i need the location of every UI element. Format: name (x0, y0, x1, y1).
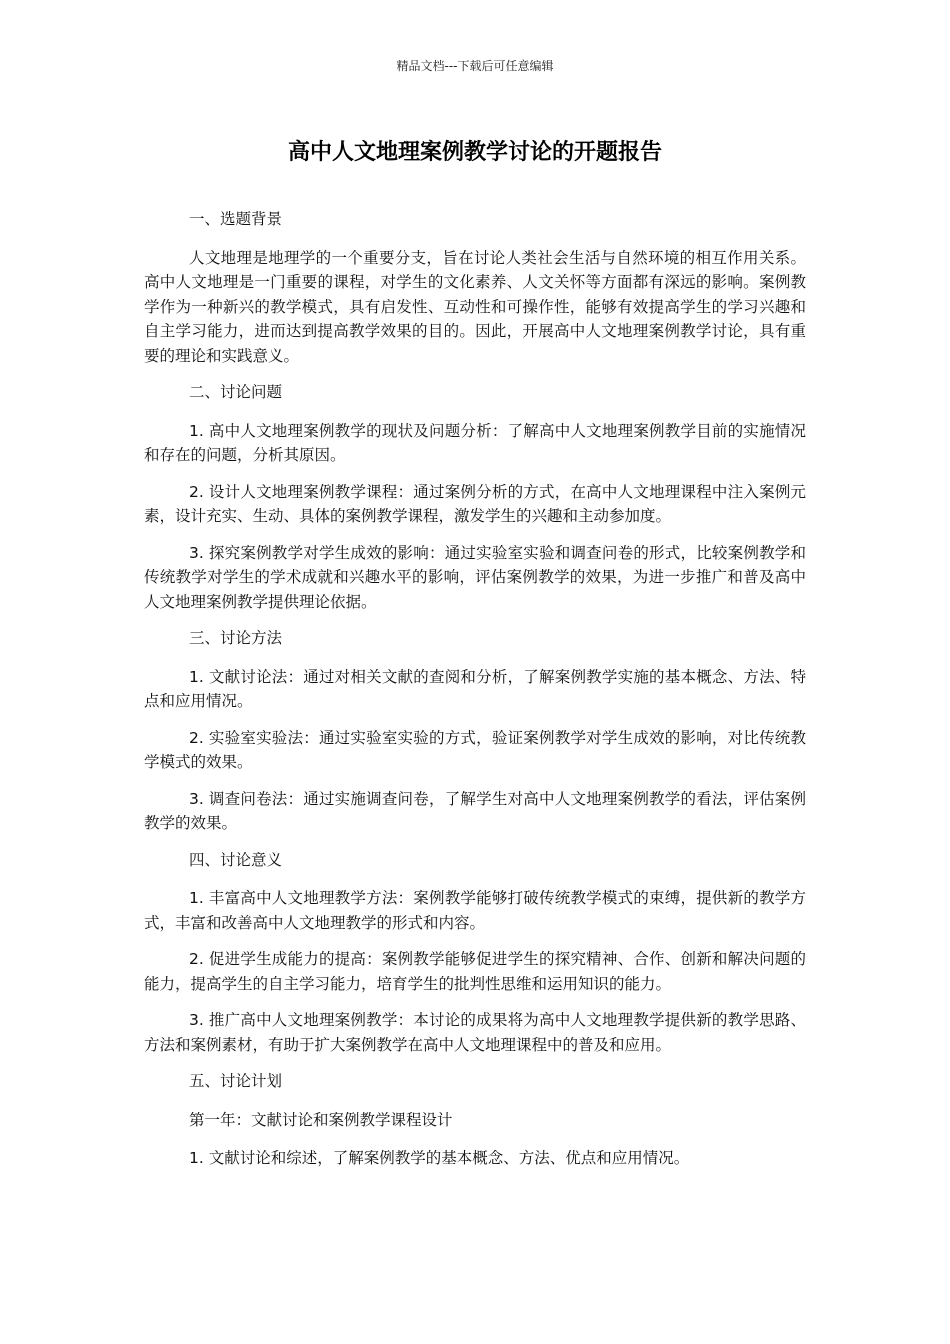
document-body (144, 207, 806, 1185)
paragraph-question-1: 1. 高中人文地理案例教学的现状及问题分析：了解高中人文地理案例教学目前的实施情况和存在的问题，分析其原因。 (144, 421, 806, 464)
section-heading-plan: 五、讨论计划 (189, 1072, 283, 1090)
section-heading-methods: 三、讨论方法 (189, 629, 283, 647)
paragraph-method-3: 3. 调查问卷法：通过实施调查问卷，了解学生对高中人文地理案例教学的看法，评估案例教学的效果。 (144, 789, 806, 832)
paragraph-significance-2: 2. 促进学生成能力的提高：案例教学能够促进学生的探究精神、合作、创新和解决问题的能力，提高学生的自主学习能力，培育学生的批判性思维和运用知识的能力。 (144, 950, 806, 993)
section-heading-significance: 四、讨论意义 (189, 850, 283, 869)
paragraph-question-3: 3. 探究案例教学对学生成效的影响：通过实验室实验和调查问卷的形式，比较案例教学和传统教学对学生的学术成就和兴趣水平的影响，评估案例教学的效果，为进一步推广和普及高中人文地理案例教学提供理论依据。 (144, 543, 806, 611)
plan-item-1: 1. 文献讨论和综述，了解案例教学的基本概念、方法、优点和应用情况。 (189, 1149, 690, 1167)
section-heading-background: 一、选题背景 (189, 210, 283, 228)
document-title: 高中人文地理案例教学讨论的开题报告 (287, 140, 662, 165)
paragraph-significance-1: 1. 丰富高中人文地理教学方法：案例教学能够打破传统教学模式的束缚，提供新的教学方式，丰富和改善高中人文地理教学的形式和内容。 (144, 889, 806, 932)
paragraph-significance-3: 3. 推广高中人文地理案例教学：本讨论的成果将为高中人文地理教学提供新的教学思路、方法和案例素材，有助于扩大案例教学在高中人文地理课程中的普及和应用。 (144, 1011, 806, 1054)
page-header: 精品文档---下载后可任意编辑 (396, 59, 554, 73)
plan-year-one: 第一年：文献讨论和案例教学课程设计 (189, 1110, 453, 1129)
paragraph-question-2: 2. 设计人文地理案例教学课程：通过案例分析的方式，在高中人文地理课程中注入案例元素，设计充实、生动、具体的案例教学课程，激发学生的兴趣和主动参加度。 (144, 482, 806, 525)
section-heading-questions: 二、讨论问题 (189, 383, 283, 401)
paragraph-method-2: 2. 实验室实验法：通过实验室实验的方式，验证案例教学对学生成效的影响，对比传统教学模式的效果。 (144, 728, 806, 771)
paragraph-background: 人文地理是地理学的一个重要分支，旨在讨论人类社会生活与自然环境的相互作用关系。高中人文地理是一门重要的课程，对学生的文化素养、人文关怀等方面都有深远的影响。案例教学作为一种新兴的教学模式，具有启发性、互动性和可操作性，能够有效提高学生的学习兴趣和自主学习能力，进而达到提高教学效果的目的。因此，开展高中人文地理案例教学讨论，具有重要的理论和实践意义。 (144, 248, 806, 365)
paragraph-method-1: 1. 文献讨论法：通过对相关文献的查阅和分析，了解案例教学实施的基本概念、方法、特点和应用情况。 (144, 667, 806, 710)
